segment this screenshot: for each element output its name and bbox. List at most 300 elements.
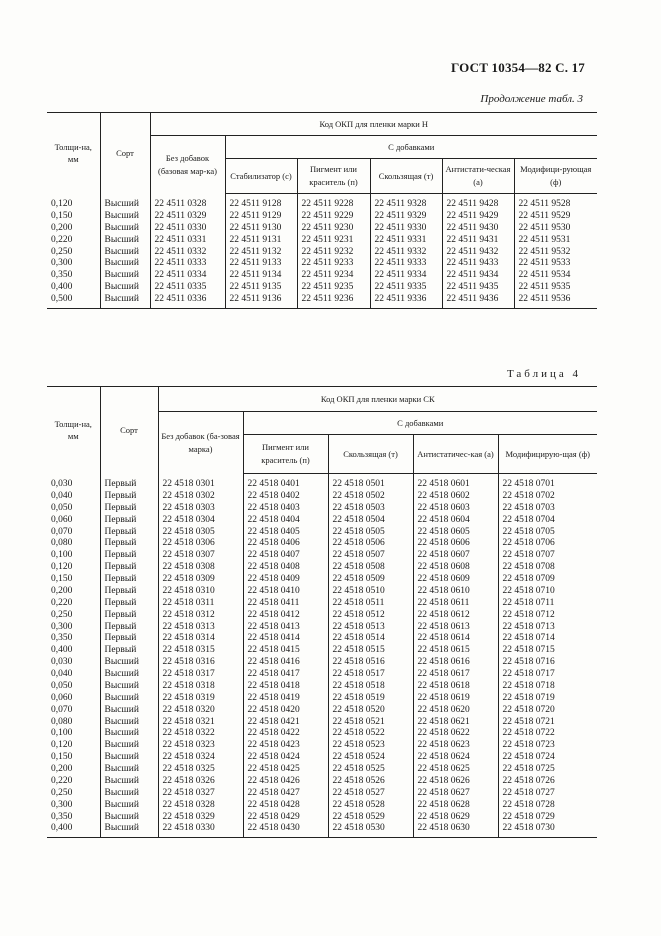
okp-code-cell: 22 4518 0301 <box>158 474 243 491</box>
okp-code-cell: 22 4518 0512 <box>328 610 413 622</box>
table-row <box>47 223 597 235</box>
okp-code-cell: 22 4518 0303 <box>158 503 243 515</box>
okp-code-cell: 22 4518 0409 <box>243 574 328 586</box>
okp-code-cell: 22 4511 9428 <box>442 194 514 211</box>
okp-code-cell: 22 4511 9233 <box>297 258 370 270</box>
table-row <box>47 235 597 247</box>
okp-code-cell: 22 4518 0612 <box>413 610 498 622</box>
table-row <box>47 788 597 800</box>
thickness-cell: 0,500 <box>47 294 100 308</box>
okp-code-cell: 22 4518 0414 <box>243 633 328 645</box>
okp-code-cell: 22 4518 0622 <box>413 728 498 740</box>
okp-code-cell: 22 4518 0714 <box>498 633 597 645</box>
okp-code-cell: 22 4518 0507 <box>328 550 413 562</box>
okp-code-cell: 22 4511 9530 <box>514 223 597 235</box>
okp-code-cell: 22 4511 0333 <box>150 258 225 270</box>
grade-cell: Высший <box>100 247 150 259</box>
thickness-cell: 0,040 <box>51 490 73 501</box>
thickness-cell: 0,070 <box>51 704 73 715</box>
okp-code-cell: 22 4518 0509 <box>328 574 413 586</box>
okp-code-cell: 22 4518 0627 <box>413 788 498 800</box>
grade-cell: Высший <box>100 294 150 308</box>
grade-cell: Высший <box>100 800 158 812</box>
grade-cell: Первый <box>100 474 158 491</box>
okp-code-cell: 22 4511 9229 <box>297 211 370 223</box>
table-row <box>47 693 597 705</box>
header-thickness: Толщи-на, мм <box>47 387 100 474</box>
okp-code-cell: 22 4511 9132 <box>225 247 297 259</box>
okp-code-cell: 22 4518 0430 <box>243 823 328 837</box>
okp-code-cell: 22 4511 9228 <box>297 194 370 211</box>
okp-code-cell: 22 4518 0723 <box>498 740 597 752</box>
okp-code-cell: 22 4518 0618 <box>413 681 498 693</box>
okp-code-cell: 22 4518 0611 <box>413 598 498 610</box>
okp-code-cell: 22 4518 0608 <box>413 562 498 574</box>
okp-code-cell: 22 4518 0716 <box>498 657 597 669</box>
table-row <box>47 812 597 824</box>
okp-code-cell: 22 4511 9328 <box>370 194 442 211</box>
okp-code-cell: 22 4511 9533 <box>514 258 597 270</box>
grade-cell: Высший <box>100 270 150 282</box>
thickness-cell: 0,030 <box>51 478 73 489</box>
okp-code-cell: 22 4511 9434 <box>442 270 514 282</box>
okp-code-cell: 22 4511 9129 <box>225 211 297 223</box>
grade-cell: Высший <box>100 657 158 669</box>
okp-code-cell: 22 4518 0422 <box>243 728 328 740</box>
grade-cell: Высший <box>100 211 150 223</box>
okp-code-cell: 22 4518 0729 <box>498 812 597 824</box>
thickness-cell: 0,200 <box>51 764 73 774</box>
header-with-additives: С добавками <box>225 136 597 159</box>
table-3-body <box>47 194 597 309</box>
okp-code-cell: 22 4518 0605 <box>413 527 498 539</box>
grade-cell: Высший <box>100 258 150 270</box>
grade-cell: Первый <box>100 622 158 634</box>
okp-code-cell: 22 4518 0307 <box>158 550 243 562</box>
okp-code-cell: 22 4518 0525 <box>328 764 413 776</box>
grade-cell: Высший <box>100 705 158 717</box>
okp-code-cell: 22 4518 0516 <box>328 657 413 669</box>
okp-code-cell: 22 4518 0707 <box>498 550 597 562</box>
table-row <box>47 258 597 270</box>
thickness-cell: 0,300 <box>51 258 73 269</box>
okp-code-cell: 22 4518 0318 <box>158 681 243 693</box>
header-grade: Сорт <box>100 113 150 194</box>
okp-code-cell: 22 4511 9535 <box>514 282 597 294</box>
thickness-cell: 0,030 <box>51 657 73 668</box>
okp-code-cell: 22 4518 0502 <box>328 491 413 503</box>
table-row <box>47 270 597 282</box>
okp-code-cell: 22 4518 0319 <box>158 693 243 705</box>
okp-code-cell: 22 4518 0305 <box>158 527 243 539</box>
table-row <box>47 823 597 837</box>
okp-code-cell: 22 4511 9336 <box>370 294 442 308</box>
page-header: ГОСТ 10354—82 С. 17 <box>451 60 585 75</box>
table-row <box>47 503 597 515</box>
header-with-additives: С добавками <box>243 412 597 435</box>
okp-code-cell: 22 4518 0524 <box>328 752 413 764</box>
header-slip: Скользящая (т) <box>370 159 442 194</box>
okp-code-cell: 22 4518 0321 <box>158 717 243 729</box>
okp-code-cell: 22 4518 0416 <box>243 657 328 669</box>
okp-code-cell: 22 4518 0718 <box>498 681 597 693</box>
okp-code-cell: 22 4518 0602 <box>413 491 498 503</box>
okp-code-cell: 22 4518 0724 <box>498 752 597 764</box>
okp-code-cell: 22 4511 9234 <box>297 270 370 282</box>
okp-code-cell: 22 4518 0701 <box>498 474 597 491</box>
okp-code-cell: 22 4518 0715 <box>498 645 597 657</box>
okp-code-cell: 22 4511 9130 <box>225 223 297 235</box>
grade-cell: Высший <box>100 282 150 294</box>
thickness-cell: 0,400 <box>47 823 100 837</box>
okp-code-cell: 22 4518 0713 <box>498 622 597 634</box>
okp-code-cell: 22 4511 9230 <box>297 223 370 235</box>
table-row <box>47 728 597 740</box>
table-row <box>47 598 597 610</box>
thickness-cell: 0,350 <box>51 270 73 281</box>
table-row <box>47 657 597 669</box>
thickness-cell: 0,120 <box>51 740 73 751</box>
okp-code-cell: 22 4518 0412 <box>243 610 328 622</box>
okp-code-cell: 22 4511 9534 <box>514 270 597 282</box>
okp-code-cell: 22 4518 0503 <box>328 503 413 515</box>
thickness-cell: 0,150 <box>51 752 73 763</box>
okp-code-cell: 22 4518 0425 <box>243 764 328 776</box>
header-no-additives: Без добавок (ба-зовая марка) <box>158 412 243 474</box>
thickness-cell: 0,300 <box>51 621 73 632</box>
okp-code-cell: 22 4518 0623 <box>413 740 498 752</box>
okp-code-cell: 22 4518 0504 <box>328 515 413 527</box>
okp-code-cell: 22 4511 9430 <box>442 223 514 235</box>
okp-code-cell: 22 4518 0326 <box>158 776 243 788</box>
thickness-cell: 0,150 <box>51 210 73 221</box>
okp-code-cell: 22 4511 9331 <box>370 235 442 247</box>
okp-code-cell: 22 4511 0335 <box>150 282 225 294</box>
okp-code-cell: 22 4511 9536 <box>514 294 597 308</box>
okp-code-cell: 22 4518 0401 <box>243 474 328 491</box>
okp-code-cell: 22 4518 0616 <box>413 657 498 669</box>
grade-cell: Первый <box>100 515 158 527</box>
table-row <box>47 282 597 294</box>
grade-cell: Высший <box>100 740 158 752</box>
okp-code-cell: 22 4518 0710 <box>498 586 597 598</box>
thickness-cell: 0,350 <box>51 633 73 644</box>
okp-code-cell: 22 4518 0402 <box>243 491 328 503</box>
thickness-cell: 0,200 <box>51 585 73 596</box>
okp-code-cell: 22 4518 0614 <box>413 633 498 645</box>
okp-code-cell: 22 4518 0413 <box>243 622 328 634</box>
okp-code-cell: 22 4518 0417 <box>243 669 328 681</box>
okp-code-cell: 22 4518 0312 <box>158 610 243 622</box>
okp-code-cell: 22 4511 9433 <box>442 258 514 270</box>
grade-cell: Первый <box>100 550 158 562</box>
okp-code-cell: 22 4518 0522 <box>328 728 413 740</box>
okp-code-cell: 22 4518 0404 <box>243 515 328 527</box>
table-row <box>47 491 597 503</box>
header-okp-code: Код ОКП для пленки марки СК <box>158 387 597 412</box>
okp-code-cell: 22 4518 0518 <box>328 681 413 693</box>
okp-code-cell: 22 4511 9431 <box>442 235 514 247</box>
grade-cell: Высший <box>100 693 158 705</box>
table-row <box>47 681 597 693</box>
grade-cell: Высший <box>100 717 158 729</box>
header-slip: Скользящая (т) <box>328 435 413 474</box>
okp-code-cell: 22 4511 9232 <box>297 247 370 259</box>
okp-code-cell: 22 4518 0708 <box>498 562 597 574</box>
okp-code-cell: 22 4518 0704 <box>498 515 597 527</box>
grade-cell: Высший <box>100 194 150 211</box>
thickness-cell: 0,220 <box>51 234 73 245</box>
okp-code-cell: 22 4511 9136 <box>225 294 297 308</box>
okp-code-cell: 22 4511 9236 <box>297 294 370 308</box>
okp-code-cell: 22 4518 0719 <box>498 693 597 705</box>
header-stabilizer: Стабилизатор (с) <box>225 159 297 194</box>
okp-code-cell: 22 4518 0428 <box>243 800 328 812</box>
okp-code-cell: 22 4511 0330 <box>150 223 225 235</box>
okp-code-cell: 22 4518 0508 <box>328 562 413 574</box>
thickness-cell: 0,250 <box>51 787 73 798</box>
okp-code-cell: 22 4511 9332 <box>370 247 442 259</box>
okp-code-cell: 22 4518 0511 <box>328 598 413 610</box>
okp-code-cell: 22 4518 0323 <box>158 740 243 752</box>
grade-cell: Высший <box>100 764 158 776</box>
grade-cell: Первый <box>100 503 158 515</box>
okp-code-cell: 22 4511 0334 <box>150 270 225 282</box>
grade-cell: Высший <box>100 728 158 740</box>
header-pigment: Пигмент или краситель (п) <box>243 435 328 474</box>
header-antistatic: Антистатичес-кая (а) <box>413 435 498 474</box>
okp-code-cell: 22 4518 0308 <box>158 562 243 574</box>
okp-code-cell: 22 4518 0418 <box>243 681 328 693</box>
okp-code-cell: 22 4518 0317 <box>158 669 243 681</box>
table-3 <box>47 112 597 309</box>
okp-code-cell: 22 4511 9235 <box>297 282 370 294</box>
okp-code-cell: 22 4518 0429 <box>243 812 328 824</box>
header-pigment: Пигмент или краситель (п) <box>297 159 370 194</box>
grade-cell: Высший <box>100 223 150 235</box>
grade-cell: Первый <box>100 538 158 550</box>
table-row <box>47 550 597 562</box>
thickness-cell: 0,050 <box>51 502 73 513</box>
okp-code-cell: 22 4518 0706 <box>498 538 597 550</box>
grade-cell: Высший <box>100 235 150 247</box>
thickness-cell: 0,040 <box>51 669 73 679</box>
table-row <box>47 474 597 491</box>
okp-code-cell: 22 4511 0329 <box>150 211 225 223</box>
grade-cell: Высший <box>100 776 158 788</box>
okp-code-cell: 22 4518 0426 <box>243 776 328 788</box>
table-row <box>47 562 597 574</box>
okp-code-cell: 22 4511 9329 <box>370 211 442 223</box>
okp-code-cell: 22 4518 0514 <box>328 633 413 645</box>
table-row <box>47 740 597 752</box>
okp-code-cell: 22 4518 0316 <box>158 657 243 669</box>
okp-code-cell: 22 4518 0419 <box>243 693 328 705</box>
okp-code-cell: 22 4518 0726 <box>498 776 597 788</box>
okp-code-cell: 22 4518 0325 <box>158 764 243 776</box>
okp-code-cell: 22 4518 0720 <box>498 705 597 717</box>
okp-code-cell: 22 4518 0523 <box>328 740 413 752</box>
thickness-cell: 0,060 <box>51 514 73 525</box>
okp-code-cell: 22 4518 0403 <box>243 503 328 515</box>
okp-code-cell: 22 4518 0506 <box>328 538 413 550</box>
table-row <box>47 538 597 550</box>
okp-code-cell: 22 4518 0615 <box>413 645 498 657</box>
okp-code-cell: 22 4511 9131 <box>225 235 297 247</box>
okp-code-cell: 22 4518 0526 <box>328 776 413 788</box>
okp-code-cell: 22 4518 0619 <box>413 693 498 705</box>
okp-code-cell: 22 4511 9134 <box>225 270 297 282</box>
okp-code-cell: 22 4518 0620 <box>413 705 498 717</box>
thickness-cell: 0,400 <box>51 282 73 293</box>
okp-code-cell: 22 4518 0330 <box>158 823 243 837</box>
table-row <box>47 776 597 788</box>
table-row <box>47 194 597 211</box>
okp-code-cell: 22 4518 0410 <box>243 586 328 598</box>
table-row <box>47 669 597 681</box>
table-row <box>47 645 597 657</box>
table-row <box>47 574 597 586</box>
okp-code-cell: 22 4511 0332 <box>150 247 225 259</box>
thickness-cell: 0,050 <box>51 680 73 691</box>
okp-code-cell: 22 4518 0310 <box>158 586 243 598</box>
grade-cell: Первый <box>100 633 158 645</box>
table-row <box>47 633 597 645</box>
grade-cell: Первый <box>100 586 158 598</box>
okp-code-cell: 22 4518 0604 <box>413 515 498 527</box>
okp-code-cell: 22 4511 9531 <box>514 235 597 247</box>
okp-code-cell: 22 4518 0527 <box>328 788 413 800</box>
okp-code-cell: 22 4518 0521 <box>328 717 413 729</box>
okp-code-cell: 22 4511 9330 <box>370 223 442 235</box>
okp-code-cell: 22 4518 0625 <box>413 764 498 776</box>
grade-cell: Первый <box>100 645 158 657</box>
grade-cell: Высший <box>100 669 158 681</box>
okp-code-cell: 22 4518 0302 <box>158 491 243 503</box>
okp-code-cell: 22 4518 0420 <box>243 705 328 717</box>
grade-cell: Высший <box>100 788 158 800</box>
okp-code-cell: 22 4518 0725 <box>498 764 597 776</box>
okp-code-cell: 22 4518 0606 <box>413 538 498 550</box>
okp-code-cell: 22 4518 0306 <box>158 538 243 550</box>
okp-code-cell: 22 4518 0617 <box>413 669 498 681</box>
okp-code-cell: 22 4518 0721 <box>498 717 597 729</box>
okp-code-cell: 22 4518 0424 <box>243 752 328 764</box>
okp-code-cell: 22 4511 9231 <box>297 235 370 247</box>
okp-code-cell: 22 4511 9532 <box>514 247 597 259</box>
okp-code-cell: 22 4518 0329 <box>158 812 243 824</box>
table-row <box>47 294 597 308</box>
table-row <box>47 705 597 717</box>
thickness-cell: 0,100 <box>51 728 73 739</box>
grade-cell: Высший <box>100 823 158 837</box>
okp-code-cell: 22 4518 0505 <box>328 527 413 539</box>
okp-code-cell: 22 4518 0515 <box>328 645 413 657</box>
thickness-cell: 0,220 <box>51 775 73 786</box>
grade-cell: Первый <box>100 598 158 610</box>
okp-code-cell: 22 4518 0727 <box>498 788 597 800</box>
okp-code-cell: 22 4518 0304 <box>158 515 243 527</box>
table-row <box>47 752 597 764</box>
okp-code-cell: 22 4511 9133 <box>225 258 297 270</box>
okp-code-cell: 22 4518 0501 <box>328 474 413 491</box>
continuation-label: Продолжение табл. 3 <box>480 93 583 105</box>
header-no-additives: Без добавок (базовая мар-ка) <box>150 136 225 194</box>
table-row <box>47 527 597 539</box>
thickness-cell: 0,120 <box>51 198 73 209</box>
okp-code-cell: 22 4518 0510 <box>328 586 413 598</box>
okp-code-cell: 22 4518 0423 <box>243 740 328 752</box>
thickness-cell: 0,220 <box>51 597 73 608</box>
okp-code-cell: 22 4518 0311 <box>158 598 243 610</box>
okp-code-cell: 22 4518 0610 <box>413 586 498 598</box>
okp-code-cell: 22 4511 9529 <box>514 211 597 223</box>
okp-code-cell: 22 4518 0711 <box>498 598 597 610</box>
header-modifying: Модифицирую-щая (ф) <box>498 435 597 474</box>
okp-code-cell: 22 4518 0328 <box>158 800 243 812</box>
table-row <box>47 764 597 776</box>
okp-code-cell: 22 4511 9335 <box>370 282 442 294</box>
thickness-cell: 0,350 <box>51 811 73 822</box>
okp-code-cell: 22 4518 0314 <box>158 633 243 645</box>
okp-code-cell: 22 4518 0609 <box>413 574 498 586</box>
table-row <box>47 717 597 729</box>
okp-code-cell: 22 4518 0529 <box>328 812 413 824</box>
thickness-cell: 0,250 <box>51 609 73 620</box>
thickness-cell: 0,120 <box>51 562 73 573</box>
okp-code-cell: 22 4518 0613 <box>413 622 498 634</box>
okp-code-cell: 22 4518 0628 <box>413 800 498 812</box>
okp-code-cell: 22 4511 9436 <box>442 294 514 308</box>
okp-code-cell: 22 4518 0728 <box>498 800 597 812</box>
okp-code-cell: 22 4511 0328 <box>150 194 225 211</box>
okp-code-cell: 22 4518 0324 <box>158 752 243 764</box>
okp-code-cell: 22 4518 0601 <box>413 474 498 491</box>
okp-code-cell: 22 4518 0407 <box>243 550 328 562</box>
okp-code-cell: 22 4518 0520 <box>328 705 413 717</box>
grade-cell: Первый <box>100 527 158 539</box>
okp-code-cell: 22 4518 0517 <box>328 669 413 681</box>
grade-cell: Первый <box>100 491 158 503</box>
okp-code-cell: 22 4518 0722 <box>498 728 597 740</box>
okp-code-cell: 22 4518 0513 <box>328 622 413 634</box>
okp-code-cell: 22 4511 9135 <box>225 282 297 294</box>
okp-code-cell: 22 4518 0709 <box>498 574 597 586</box>
table-4 <box>47 386 597 838</box>
okp-code-cell: 22 4518 0322 <box>158 728 243 740</box>
okp-code-cell: 22 4518 0309 <box>158 574 243 586</box>
okp-code-cell: 22 4518 0712 <box>498 610 597 622</box>
grade-cell: Высший <box>100 812 158 824</box>
okp-code-cell: 22 4518 0528 <box>328 800 413 812</box>
thickness-cell: 0,300 <box>51 799 73 810</box>
table-row <box>47 515 597 527</box>
grade-cell: Высший <box>100 681 158 693</box>
okp-code-cell: 22 4518 0327 <box>158 788 243 800</box>
thickness-cell: 0,080 <box>51 716 73 727</box>
okp-code-cell: 22 4518 0408 <box>243 562 328 574</box>
header-grade: Сорт <box>100 387 158 474</box>
okp-code-cell: 22 4511 0336 <box>150 294 225 308</box>
okp-code-cell: 22 4518 0313 <box>158 622 243 634</box>
thickness-cell: 0,400 <box>51 645 73 656</box>
thickness-cell: 0,250 <box>51 246 73 257</box>
okp-code-cell: 22 4518 0703 <box>498 503 597 515</box>
okp-code-cell: 22 4511 9333 <box>370 258 442 270</box>
header-okp-code: Код ОКП для пленки марки Н <box>150 113 597 136</box>
okp-code-cell: 22 4511 9334 <box>370 270 442 282</box>
table-row <box>47 211 597 223</box>
